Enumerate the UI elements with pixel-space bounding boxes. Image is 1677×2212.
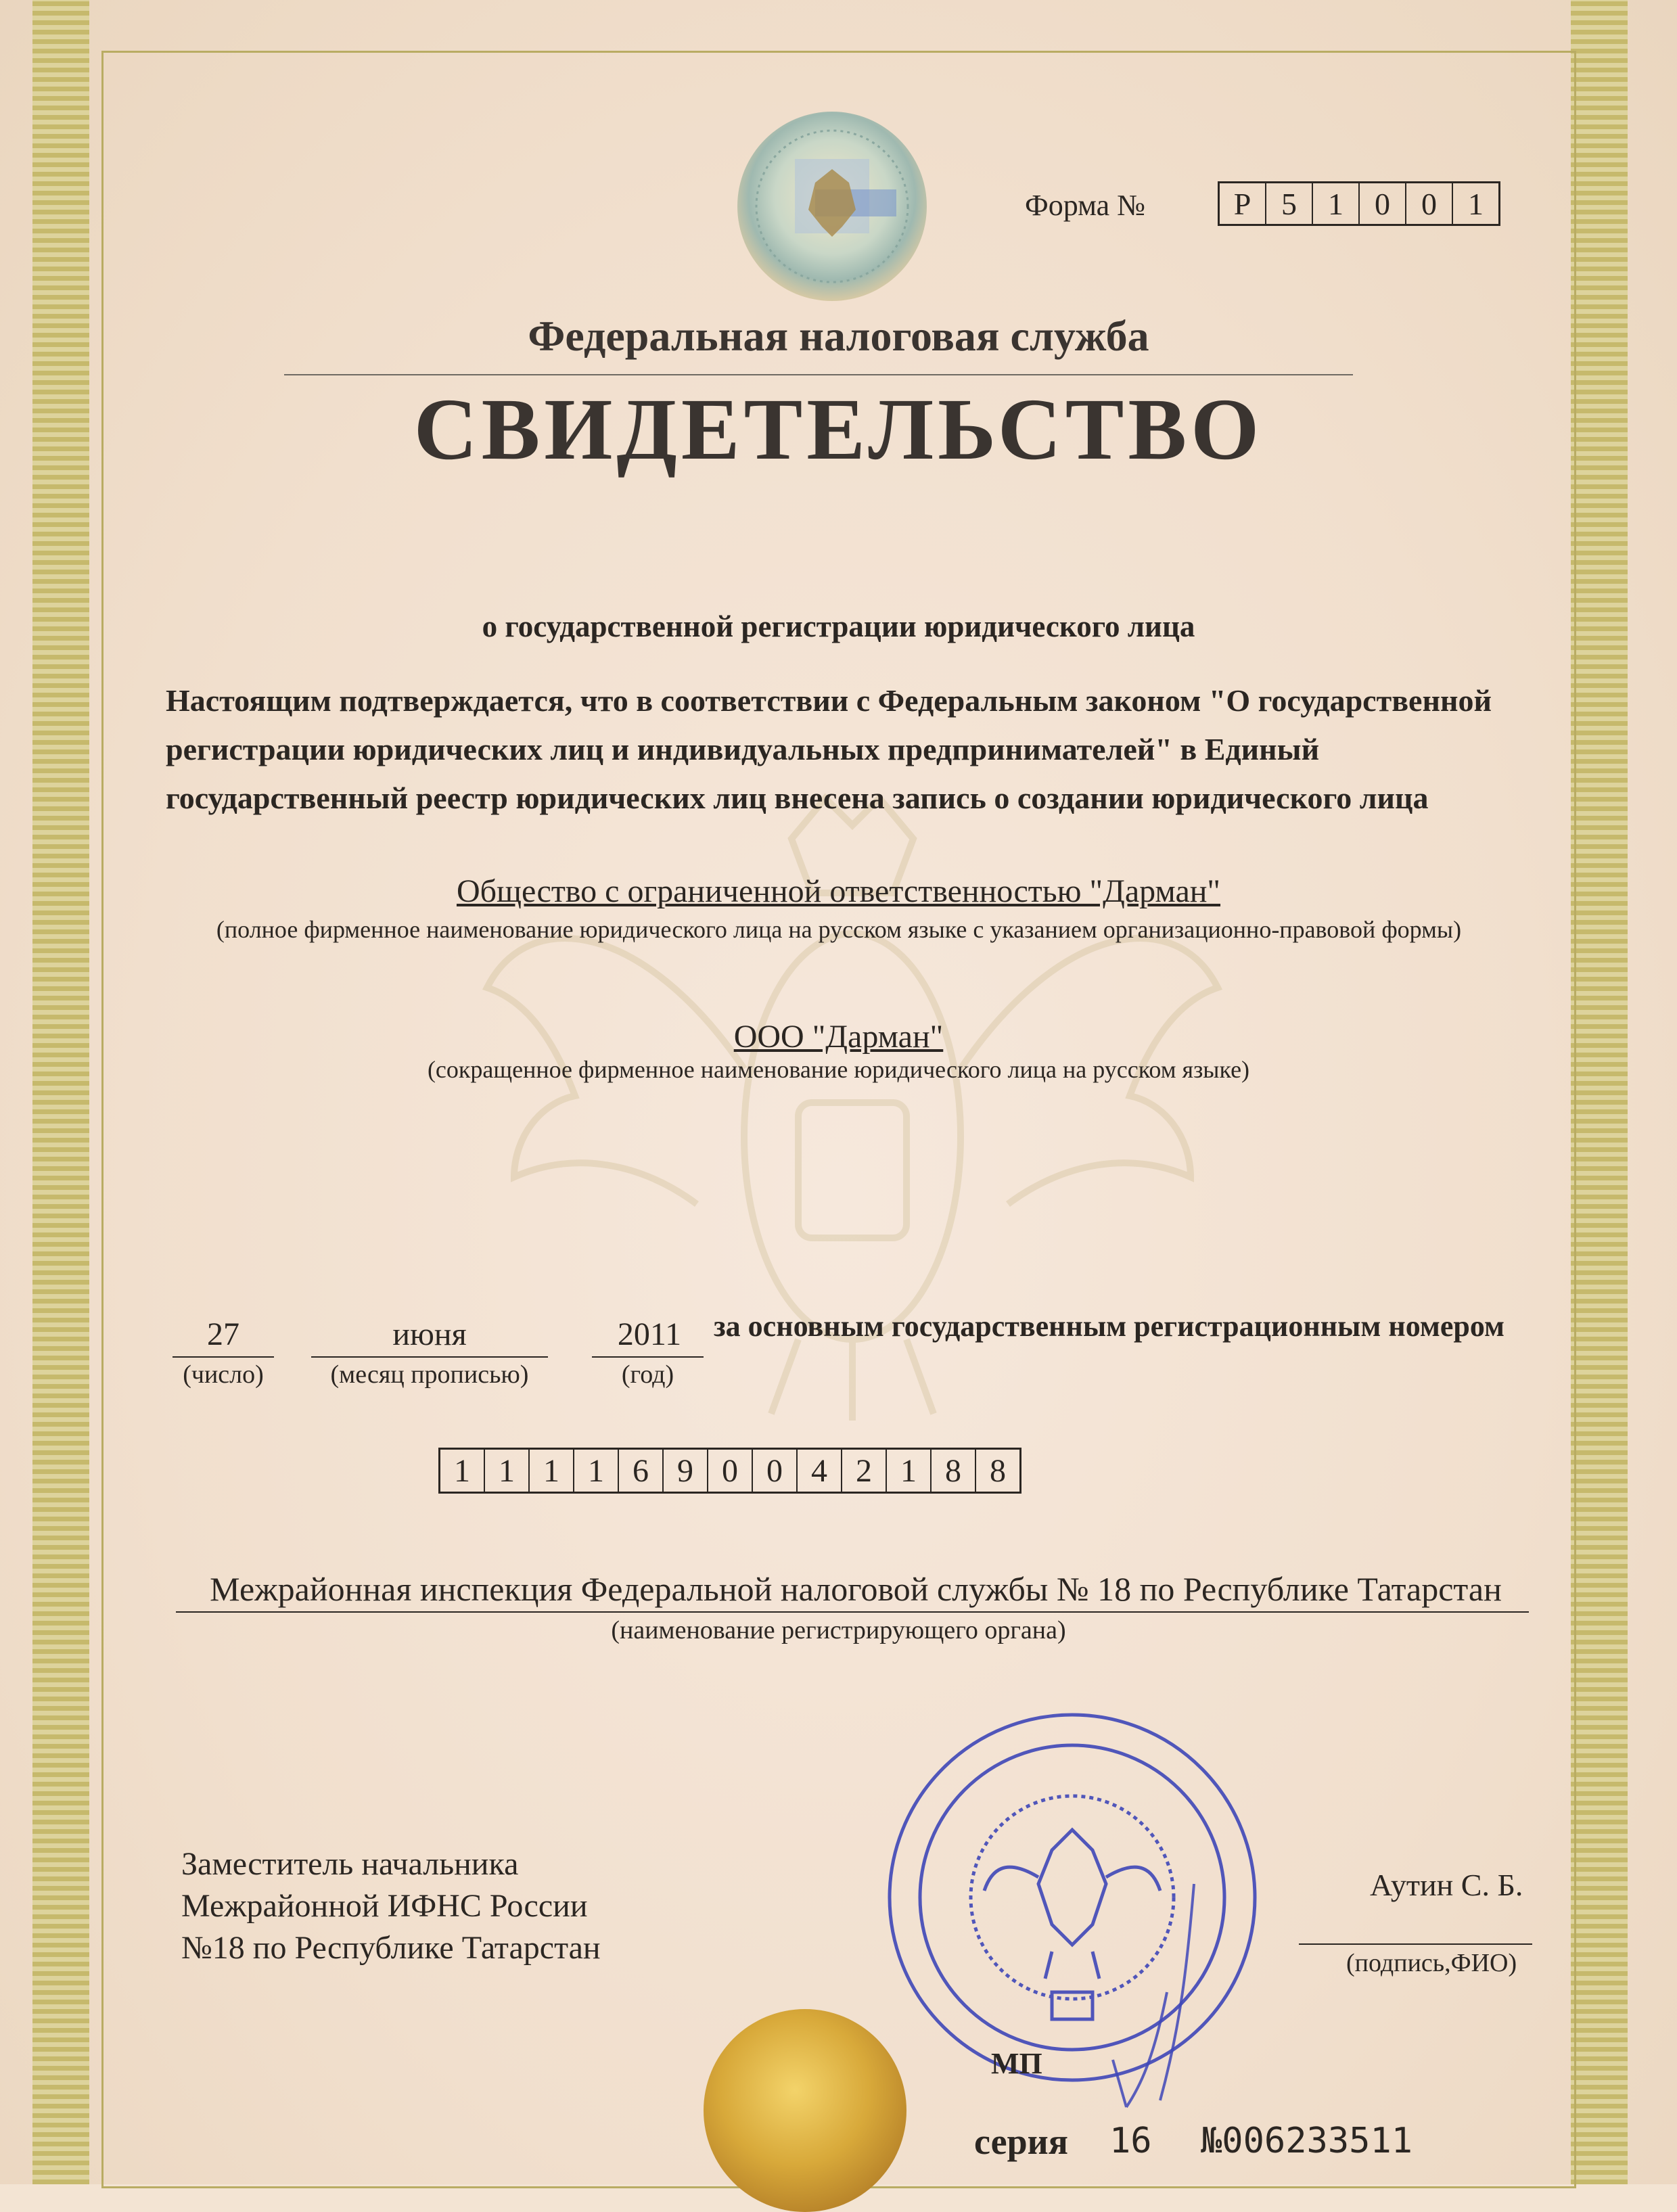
- form-code-digit: 0: [1360, 183, 1406, 224]
- ogrn-digit: 0: [708, 1450, 753, 1492]
- date-year-caption: (год): [621, 1360, 674, 1389]
- form-code-boxes: [1218, 181, 1500, 226]
- date-year: 2011: [617, 1316, 682, 1352]
- signatory-position-line: Межрайонной ИФНС России: [181, 1888, 588, 1924]
- hologram-icon: [734, 108, 930, 304]
- ogrn-digit: 4: [798, 1450, 842, 1492]
- certificate-title: СВИДЕТЕЛЬСТВО: [413, 381, 1264, 478]
- ogrn-digit: 8: [990, 1452, 1006, 1489]
- ogrn-digit: 2: [842, 1450, 887, 1492]
- date-month-line: [311, 1356, 548, 1358]
- date-day-caption: (число): [183, 1360, 264, 1389]
- full-name-caption: (полное фирменное наименование юридического лица на русском языке с указанием организационно-правовой формы): [216, 916, 1462, 943]
- ogrn-digit: 1: [887, 1450, 932, 1492]
- authority-caption: (наименование регистрирующего органа): [611, 1616, 1066, 1644]
- date-day: 27: [207, 1316, 239, 1352]
- confirmation-paragraph: Настоящим подтверждается, что в соответствии с Федеральным законом "О государственной регистрации юридических лиц и индивидуальных предпринимателей" в Единый государственный реестр юридических лиц внесена запись о создании юридического лица: [166, 683, 1492, 815]
- ogrn-digit: 1: [440, 1450, 485, 1492]
- short-company-name: ООО "Дарман": [733, 1019, 944, 1055]
- form-code-digit: 1: [1468, 186, 1484, 221]
- date-month-caption: (месяц прописью): [330, 1360, 529, 1389]
- registration-text: за основным государственным регистрационным номером: [714, 1310, 1504, 1343]
- date-day-line: [173, 1356, 274, 1358]
- certificate-number: №006233511: [1201, 2121, 1413, 2161]
- seal-place-label: МП: [991, 2047, 1042, 2080]
- ogrn-digit: 8: [932, 1450, 976, 1492]
- date-year-line: [592, 1356, 704, 1358]
- ogrn-digit: 0: [753, 1450, 798, 1492]
- full-company-name: Общество с ограниченной ответственностью "Дарман": [456, 873, 1221, 909]
- signatory-position: [181, 1843, 601, 1969]
- form-code-digit: Р: [1220, 183, 1266, 224]
- authority-underline: [176, 1611, 1529, 1613]
- certificate-subtitle: о государственной регистрации юридического лица: [482, 609, 1195, 643]
- ogrn-boxes: [438, 1448, 1021, 1494]
- form-number-label: Форма №: [1025, 189, 1146, 222]
- form-code-digit: 5: [1266, 183, 1313, 224]
- ogrn-digit: 1: [574, 1450, 619, 1492]
- short-name-caption: (сокращенное фирменное наименование юридического лица на русском языке): [427, 1056, 1250, 1083]
- official-stamp-icon: [869, 1708, 1275, 2114]
- signature-caption: (подпись,ФИО): [1346, 1949, 1517, 1977]
- agency-name: Федеральная налоговая служба: [528, 312, 1149, 360]
- ogrn-digit: 6: [619, 1450, 664, 1492]
- series-label: серия: [974, 2121, 1068, 2162]
- ogrn-digit: 9: [664, 1450, 708, 1492]
- ogrn-digit: 1: [485, 1450, 530, 1492]
- signatory-position-line: №18 по Республике Татарстан: [181, 1930, 601, 1966]
- series-value: 16: [1109, 2121, 1152, 2161]
- form-code-digit: 1: [1313, 183, 1360, 224]
- signature-line: [1299, 1943, 1532, 1945]
- registering-authority: Межрайонная инспекция Федеральной налоговой службы № 18 по Республике Татарстан: [210, 1570, 1502, 1608]
- ogrn-digit: 1: [530, 1450, 574, 1492]
- form-code-digit: 0: [1406, 183, 1453, 224]
- agency-divider: [284, 374, 1353, 375]
- signatory-name: Аутин С. Б.: [1370, 1868, 1523, 1902]
- date-month: июня: [392, 1316, 467, 1352]
- signatory-position-line: Заместитель начальника: [181, 1846, 519, 1882]
